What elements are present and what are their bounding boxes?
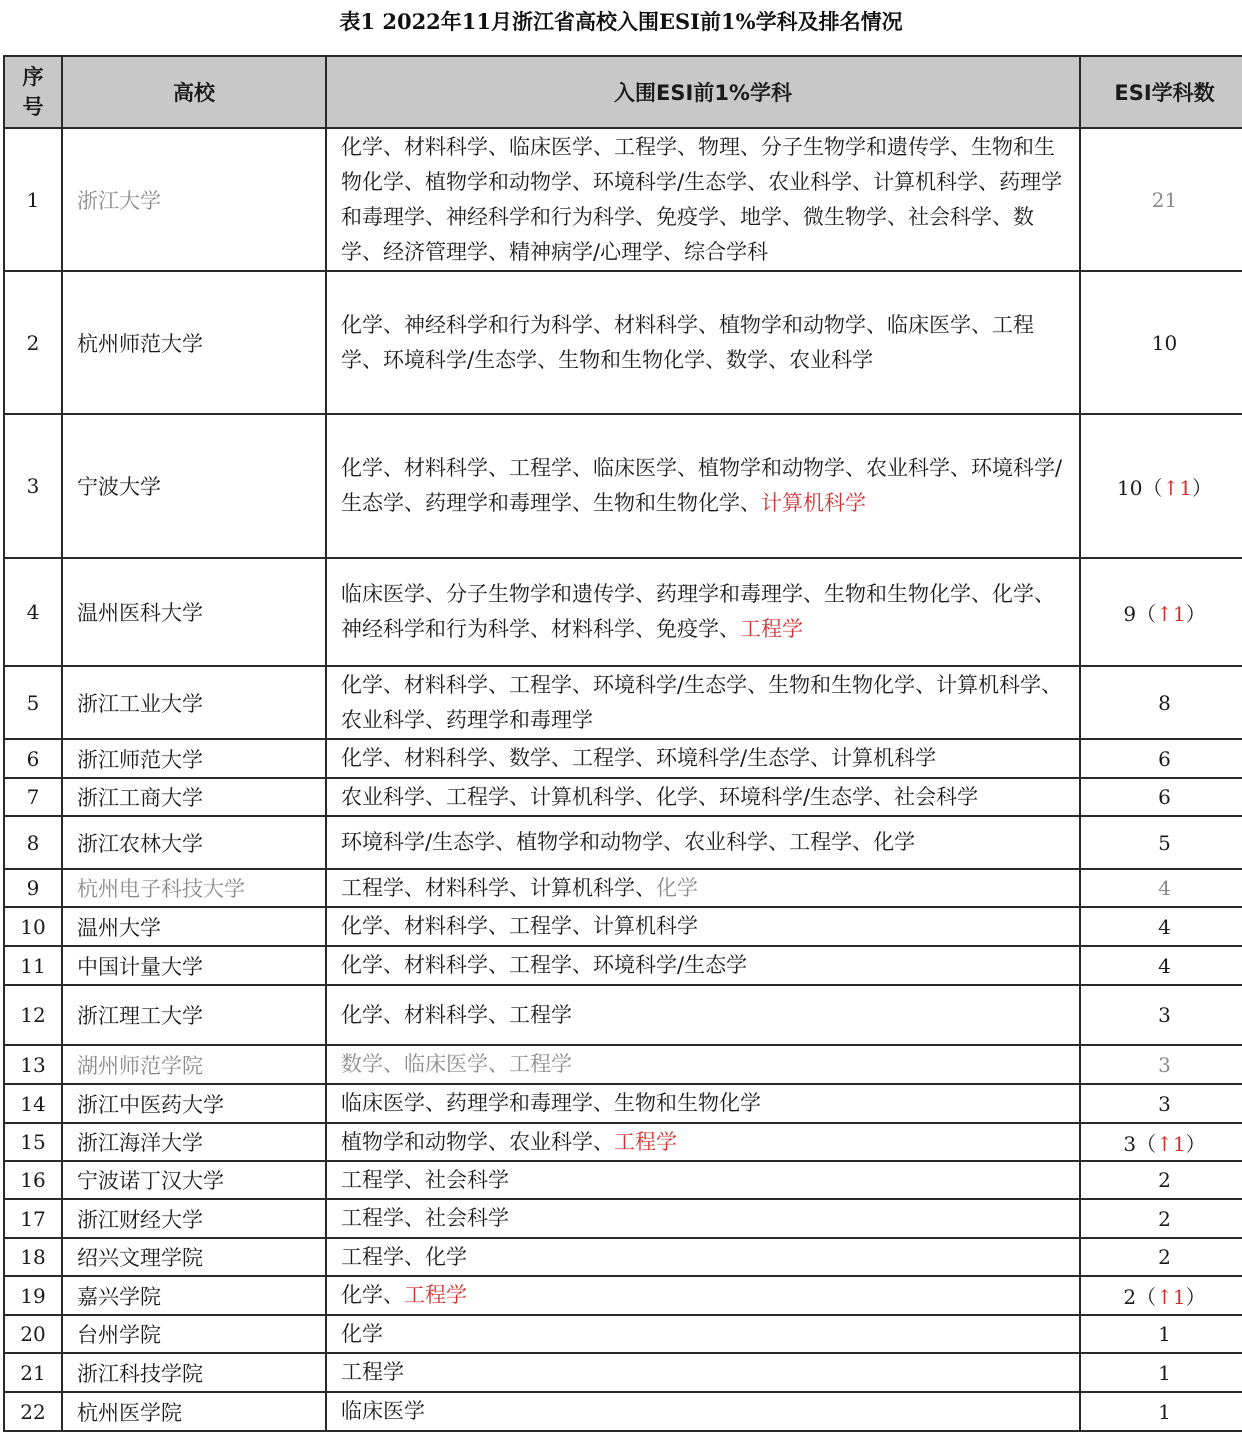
table-row	[4, 271, 1242, 414]
subjects-cell	[326, 1199, 1080, 1238]
row-number: 21	[4, 1353, 62, 1392]
row-number: 2	[4, 271, 62, 414]
subjects-cell	[326, 414, 1080, 558]
university-name: 温州大学	[62, 907, 326, 946]
university-name: 浙江财经大学	[62, 1199, 326, 1238]
subjects-list: 化学、材料科学、工程学、环境科学/生态学	[341, 953, 748, 977]
row-number: 8	[4, 816, 62, 869]
subject-count: 2	[1123, 1285, 1137, 1309]
subject-count: 8	[1158, 690, 1171, 715]
change-value: 1	[1179, 475, 1192, 500]
subject-count: 10	[1117, 475, 1143, 500]
subjects-list: 化学、	[341, 1283, 404, 1307]
table-title: 表1 2022年11月浙江省高校入围ESI前1%学科及排名情况	[339, 9, 903, 34]
subject-count-cell	[1080, 128, 1242, 271]
subjects-cell	[326, 869, 1080, 907]
subjects-list: 化学、材料科学、临床医学、工程学、物理、分子生物学和遗传学、生物和生物化学、植物学和动物学、环境科学/生态学、农业科学、计算机科学、药理学和毒理学、神经科学和行为科学、免疫学、地学、微生物学、社会科学、数学、经济管理学、精神病学/心理学、综合学科	[341, 134, 1063, 264]
subject-count-cell	[1080, 739, 1242, 778]
table-row	[4, 869, 1242, 907]
subject-count: 1	[1158, 1360, 1171, 1385]
subjects-list: 化学、材料科学、工程学、计算机科学	[341, 914, 698, 938]
row-number: 5	[4, 666, 62, 739]
row-number: 6	[4, 739, 62, 778]
subjects-cell	[326, 1161, 1080, 1199]
new-subject: 工程学	[404, 1283, 467, 1307]
subject-count-cell	[1080, 946, 1242, 985]
row-number: 16	[4, 1161, 62, 1199]
row-number: 3	[4, 414, 62, 558]
table-row	[4, 558, 1242, 666]
row-number: 18	[4, 1238, 62, 1276]
table-row	[4, 666, 1242, 739]
subject-count: 21	[1151, 187, 1178, 212]
subjects-list: 工程学	[341, 1360, 404, 1384]
subjects-list: 化学、材料科学、工程学、环境科学/生态学、生物和生物化学、计算机科学、农业科学、药理学和毒理学	[341, 672, 1063, 732]
subjects-list: 数学、临床医学、工程学	[341, 1052, 572, 1076]
subjects-list: 环境科学/生态学、植物学和动物学、农业科学、工程学、化学	[341, 830, 916, 854]
subject-count-cell	[1080, 1161, 1242, 1199]
subjects-cell	[326, 1123, 1080, 1161]
row-number: 22	[4, 1392, 62, 1431]
subjects-cell	[326, 946, 1080, 985]
change-value: 1	[1172, 1131, 1186, 1156]
header-no: 序 号	[4, 56, 62, 128]
subjects-cell	[326, 1276, 1080, 1315]
university-name: 杭州电子科技大学	[62, 869, 326, 907]
subjects-cell	[326, 1353, 1080, 1392]
subjects-cell	[326, 907, 1080, 946]
table-row	[4, 907, 1242, 946]
subject-count-cell	[1080, 1045, 1242, 1084]
table-row	[4, 1276, 1242, 1315]
university-name: 浙江工业大学	[62, 666, 326, 739]
subject-count-cell	[1080, 558, 1242, 666]
subject-count: 3	[1158, 1091, 1171, 1116]
table-row	[4, 1353, 1242, 1392]
table-row	[4, 1392, 1242, 1431]
row-number: 12	[4, 985, 62, 1045]
subject-count-cell	[1080, 1353, 1242, 1392]
table-header-row	[4, 56, 1242, 128]
up-arrow-icon: ↑	[1156, 1285, 1173, 1309]
university-name: 杭州医学院	[62, 1392, 326, 1431]
university-name: 浙江理工大学	[62, 985, 326, 1045]
subject-count-cell	[1080, 1238, 1242, 1276]
table-row	[4, 1045, 1242, 1084]
subject-count-cell	[1080, 1315, 1242, 1353]
new-subject: 工程学	[740, 617, 803, 641]
subject-count: 6	[1158, 785, 1171, 809]
university-name: 浙江科技学院	[62, 1353, 326, 1392]
table-row	[4, 816, 1242, 869]
table-row	[4, 1123, 1242, 1161]
subject-count-cell	[1080, 666, 1242, 739]
university-name: 浙江大学	[62, 128, 326, 271]
header-count: ESI学科数	[1080, 56, 1242, 128]
university-name: 浙江工商大学	[62, 778, 326, 816]
university-name: 杭州师范大学	[62, 271, 326, 414]
subjects-cell	[326, 666, 1080, 739]
subjects-list: 工程学、化学	[341, 1244, 467, 1269]
subjects-list: 化学、材料科学、工程学	[341, 1002, 572, 1027]
subjects-cell	[326, 271, 1080, 414]
subject-count-cell	[1080, 1084, 1242, 1123]
row-number: 11	[4, 946, 62, 985]
subject-count: 5	[1158, 830, 1171, 855]
subjects-list: 工程学、社会科学	[341, 1167, 509, 1192]
subjects-cell	[326, 1084, 1080, 1123]
subject-count: 1	[1158, 1399, 1171, 1424]
esi-table	[3, 55, 1242, 1432]
row-number: 7	[4, 778, 62, 816]
subject-count: 4	[1158, 953, 1171, 978]
row-number: 14	[4, 1084, 62, 1123]
table-row	[4, 1199, 1242, 1238]
table-row	[4, 1084, 1242, 1123]
table-row	[4, 414, 1242, 558]
subjects-list: 临床医学、药理学和毒理学、生物和生物化学	[341, 1091, 761, 1115]
subjects-list: 化学	[341, 1321, 383, 1346]
subjects-cell	[326, 1045, 1080, 1084]
subjects-cell	[326, 778, 1080, 816]
subjects-list: 临床医学	[341, 1399, 425, 1423]
new-subject: 计算机科学	[761, 491, 866, 515]
subject-count: 2	[1158, 1206, 1171, 1231]
subjects-cell	[326, 1392, 1080, 1431]
subject-count: 3	[1123, 1131, 1137, 1156]
up-arrow-icon: ↑	[1162, 475, 1180, 500]
change-badge: （↑1）	[1142, 475, 1212, 500]
row-number: 4	[4, 558, 62, 666]
university-name: 宁波大学	[62, 414, 326, 558]
subject-count: 9	[1123, 601, 1137, 626]
row-number: 17	[4, 1199, 62, 1238]
subjects-list: 农业科学、工程学、计算机科学、化学、环境科学/生态学、社会科学	[341, 784, 979, 809]
row-number: 9	[4, 869, 62, 907]
subject-count-cell	[1080, 907, 1242, 946]
subject-count-cell	[1080, 869, 1242, 907]
university-name: 宁波诺丁汉大学	[62, 1161, 326, 1199]
subject-count: 2	[1158, 1168, 1171, 1192]
table-row	[4, 1238, 1242, 1276]
change-badge: （↑1）	[1136, 1131, 1206, 1156]
university-name: 湖州师范学院	[62, 1045, 326, 1084]
change-value: 1	[1172, 601, 1186, 626]
subject-count-cell	[1080, 1392, 1242, 1431]
subject-count-cell	[1080, 778, 1242, 816]
change-badge: （↑1）	[1136, 601, 1206, 626]
university-name: 中国计量大学	[62, 946, 326, 985]
row-number: 13	[4, 1045, 62, 1084]
subject-count: 6	[1158, 746, 1171, 771]
change-badge: （↑1）	[1136, 1285, 1206, 1309]
up-arrow-icon: ↑	[1156, 601, 1173, 626]
subject-count-cell	[1080, 1199, 1242, 1238]
subjects-cell	[326, 558, 1080, 666]
subject-count-cell	[1080, 985, 1242, 1045]
university-name: 浙江师范大学	[62, 739, 326, 778]
subject-count: 3	[1158, 1003, 1171, 1027]
table-row	[4, 946, 1242, 985]
university-name: 绍兴文理学院	[62, 1238, 326, 1276]
subject-count-cell	[1080, 1276, 1242, 1315]
university-name: 温州医科大学	[62, 558, 326, 666]
subjects-cell	[326, 1238, 1080, 1276]
subjects-list: 化学、材料科学、工程学、临床医学、植物学和动物学、农业科学、环境科学/生态学、药理学和毒理学、生物和生物化学、	[341, 456, 1063, 515]
subject-count: 4	[1158, 876, 1171, 900]
table-row	[4, 1315, 1242, 1353]
row-number: 10	[4, 907, 62, 946]
subject-count-cell	[1080, 414, 1242, 558]
subject-count: 3	[1158, 1052, 1171, 1077]
header-university: 高校	[62, 56, 326, 128]
university-name: 嘉兴学院	[62, 1276, 326, 1315]
subjects-list: 工程学、社会科学	[341, 1206, 509, 1230]
row-number: 19	[4, 1276, 62, 1315]
table-row	[4, 1161, 1242, 1199]
subjects-cell	[326, 985, 1080, 1045]
university-name: 浙江中医药大学	[62, 1084, 326, 1123]
subjects-list-tail: 化学	[656, 875, 698, 900]
subject-count: 10	[1151, 330, 1178, 355]
subject-count-cell	[1080, 271, 1242, 414]
change-value: 1	[1172, 1285, 1186, 1309]
subjects-cell	[326, 128, 1080, 271]
subjects-list: 化学、材料科学、数学、工程学、环境科学/生态学、计算机科学	[341, 746, 937, 770]
subject-count: 1	[1158, 1322, 1171, 1346]
header-subjects: 入围ESI前1%学科	[326, 56, 1080, 128]
table-row	[4, 739, 1242, 778]
subject-count-cell	[1080, 1123, 1242, 1161]
row-number: 1	[4, 128, 62, 271]
table-row	[4, 128, 1242, 271]
table-row	[4, 985, 1242, 1045]
subject-count: 2	[1158, 1245, 1171, 1269]
up-arrow-icon: ↑	[1156, 1131, 1173, 1156]
subjects-list: 临床医学、分子生物学和遗传学、药理学和毒理学、生物和生物化学、化学、神经科学和行为科学、材料科学、免疫学、	[341, 582, 1055, 641]
subjects-list: 植物学和动物学、农业科学、	[341, 1129, 614, 1154]
new-subject: 工程学	[614, 1129, 677, 1154]
subjects-list: 化学、神经科学和行为科学、材料科学、植物学和动物学、临床医学、工程学、环境科学/生态学、生物和生物化学、数学、农业科学	[341, 312, 1034, 372]
table-body	[4, 128, 1242, 1431]
subjects-list: 工程学、材料科学、计算机科学、	[341, 875, 656, 900]
subjects-cell	[326, 739, 1080, 778]
university-name: 浙江海洋大学	[62, 1123, 326, 1161]
university-name: 台州学院	[62, 1315, 326, 1353]
table-row	[4, 778, 1242, 816]
row-number: 15	[4, 1123, 62, 1161]
university-name: 浙江农林大学	[62, 816, 326, 869]
subject-count-cell	[1080, 816, 1242, 869]
subjects-cell	[326, 816, 1080, 869]
row-number: 20	[4, 1315, 62, 1353]
subjects-cell	[326, 1315, 1080, 1353]
subject-count: 4	[1158, 914, 1171, 939]
